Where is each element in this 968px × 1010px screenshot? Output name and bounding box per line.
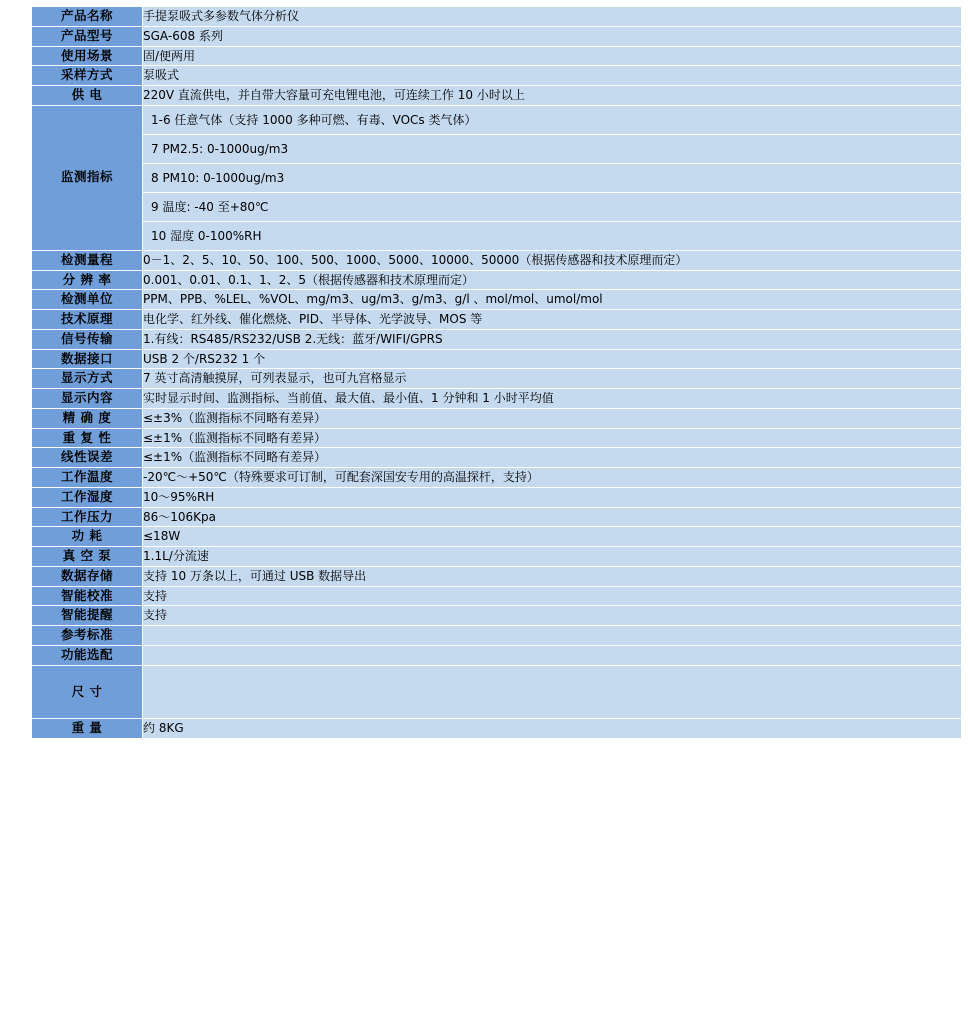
list-item	[151, 692, 953, 712]
row-value: 泵吸式	[143, 66, 962, 86]
metric-list	[143, 106, 961, 250]
table-row-monitoring-metrics	[32, 105, 962, 250]
row-label: 工作湿度	[32, 487, 143, 507]
table-row	[32, 290, 962, 310]
row-label: 数据存储	[32, 566, 143, 586]
row-value	[143, 626, 962, 646]
row-label: 精 确 度	[32, 408, 143, 428]
row-value: 1.1L/分流速	[143, 547, 962, 567]
row-value: 支持	[143, 606, 962, 626]
row-value	[143, 739, 962, 740]
table-row	[32, 586, 962, 606]
table-row	[32, 448, 962, 468]
row-label: 技术原理	[32, 310, 143, 330]
row-value: 支持	[143, 586, 962, 606]
row-label: 智能校准	[32, 586, 143, 606]
row-value	[143, 665, 962, 719]
row-label: 尺 寸	[32, 665, 143, 719]
table-row-reference-standards	[32, 645, 962, 665]
list-item: 10 湿度 0-100%RH	[151, 228, 262, 243]
row-label: 采样方式	[32, 66, 143, 86]
row-value: 手提泵吸式多参数气体分析仪	[143, 7, 962, 27]
table-row	[32, 349, 962, 369]
row-value: SGA-608 系列	[143, 26, 962, 46]
row-value	[143, 645, 962, 665]
row-value: ≤18W	[143, 527, 962, 547]
row-value: ≤±3%（监测指标不同略有差异）	[143, 408, 962, 428]
row-label: 检测单位	[32, 290, 143, 310]
table-row	[32, 487, 962, 507]
list-item: 7 PM2.5: 0-1000ug/m3	[143, 135, 961, 164]
table-row	[32, 310, 962, 330]
row-label: 智能提醒	[32, 606, 143, 626]
row-value: 支持 10 万条以上，可通过 USB 数据导出	[143, 566, 962, 586]
row-value: 220V 直流供电，并自带大容量可充电锂电池，可连续工作 10 小时以上	[143, 86, 962, 106]
row-label: 显示方式	[32, 369, 143, 389]
table-row	[32, 606, 962, 626]
row-label: 工作温度	[32, 468, 143, 488]
table-row	[32, 86, 962, 106]
row-label: 检测量程	[32, 250, 143, 270]
row-label: 分 辨 率	[32, 270, 143, 290]
table-row	[32, 719, 962, 739]
list-item: 8 PM10: 0-1000ug/m3	[143, 164, 961, 193]
row-label: 真 空 泵	[32, 547, 143, 567]
table-row	[32, 26, 962, 46]
row-label: 使用场景	[32, 46, 143, 66]
row-value: 0－1、2、5、10、50、100、500、1000、5000、10000、50000（根据传感器和技术原理而定）	[143, 250, 962, 270]
table-row	[32, 547, 962, 567]
table-row	[32, 527, 962, 547]
row-label: 产品名称	[32, 7, 143, 27]
table-row-optional-functions	[32, 665, 962, 719]
list-item: 1-6 任意气体（支持 1000 多种可燃、有毒、VOCs 类气体）	[143, 106, 961, 135]
table-row	[32, 739, 962, 740]
row-value: -20℃～+50℃（特殊要求可订制，可配套深国安专用的高温探杆，支持）	[143, 468, 962, 488]
table-row	[32, 329, 962, 349]
row-label: 功能选配	[32, 645, 143, 665]
row-value: 固/便两用	[143, 46, 962, 66]
row-label: 监测指标	[32, 105, 143, 250]
row-label: 功 耗	[32, 527, 143, 547]
row-value	[143, 105, 962, 250]
table-row	[32, 468, 962, 488]
row-value: 电化学、红外线、催化燃烧、PID、半导体、光学波导、MOS 等	[143, 310, 962, 330]
row-label	[32, 739, 143, 740]
row-value: PPM、PPB、%LEL、%VOL、mg/m3、ug/m3、g/m3、g/l 、mol/mol、umol/mol	[143, 290, 962, 310]
row-label: 产品型号	[32, 26, 143, 46]
list-item: 9 温度: -40 至+80℃	[143, 193, 961, 222]
row-value: 10～95%RH	[143, 487, 962, 507]
row-value: USB 2 个/RS232 1 个	[143, 349, 962, 369]
table-row	[32, 46, 962, 66]
row-value: 7 英寸高清触摸屏，可列表显示，也可九宫格显示	[143, 369, 962, 389]
table-row	[32, 389, 962, 409]
row-value: 86～106Kpa	[143, 507, 962, 527]
row-label: 重 量	[32, 719, 143, 739]
row-label: 工作压力	[32, 507, 143, 527]
row-value: ≤±1%（监测指标不同略有差异）	[143, 448, 962, 468]
table-row	[32, 408, 962, 428]
table-body	[32, 7, 962, 740]
row-label: 重 复 性	[32, 428, 143, 448]
standards-list	[143, 649, 961, 661]
specification-table	[31, 6, 962, 740]
row-label: 线性误差	[32, 448, 143, 468]
table-row	[32, 428, 962, 448]
row-value: 1.有线：RS485/RS232/USB 2.无线：蓝牙/WIFI/GPRS	[143, 329, 962, 349]
row-value: 实时显示时间、监测指标、当前值、最大值、最小值、1 分钟和 1 小时平均值	[143, 389, 962, 409]
table-row	[32, 7, 962, 27]
row-label: 数据接口	[32, 349, 143, 369]
table-row	[32, 250, 962, 270]
table-row	[32, 369, 962, 389]
table-row	[32, 507, 962, 527]
optional-list	[143, 666, 961, 719]
table-row	[32, 626, 962, 646]
row-label: 显示内容	[32, 389, 143, 409]
table-row	[32, 566, 962, 586]
table-row	[32, 270, 962, 290]
row-label: 信号传输	[32, 329, 143, 349]
row-label: 参考标准	[32, 626, 143, 646]
row-label: 供 电	[32, 86, 143, 106]
row-value: 0.001、0.01、0.1、1、2、5（根据传感器和技术原理而定）	[143, 270, 962, 290]
table-row	[32, 66, 962, 86]
row-value: ≤±1%（监测指标不同略有差异）	[143, 428, 962, 448]
row-value: 约 8KG	[143, 719, 962, 739]
list-item	[151, 672, 953, 692]
